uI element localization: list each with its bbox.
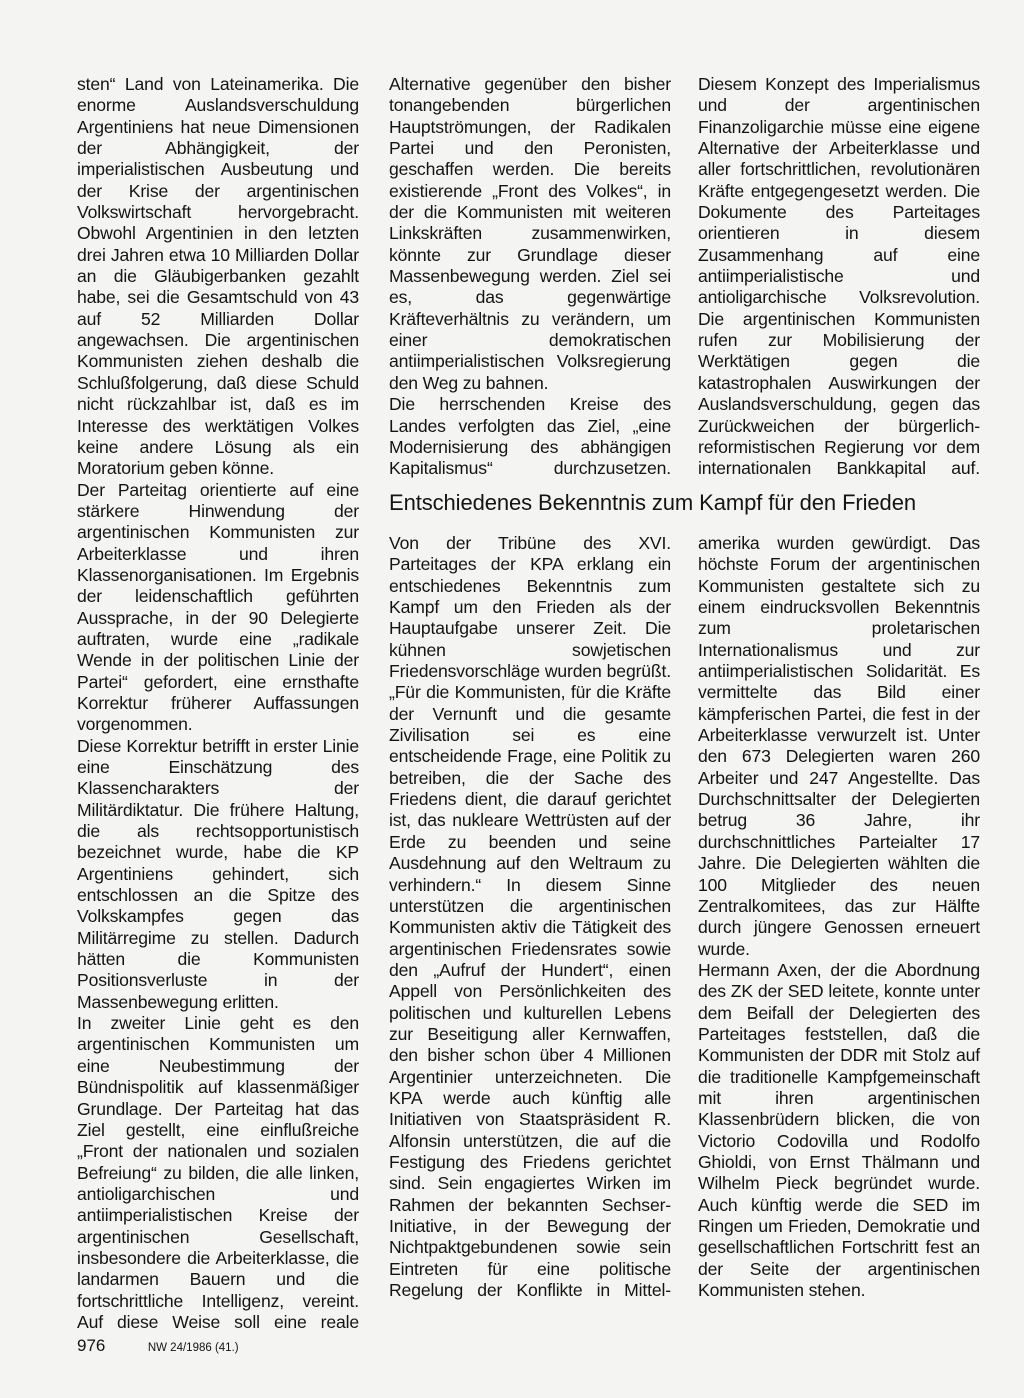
article-column-1 xyxy=(77,74,359,1333)
page-footer xyxy=(77,1336,239,1358)
section-heading: Entschiedenes Bekenntnis zum Kampf für den Frieden xyxy=(389,490,916,515)
page-number: 976 xyxy=(77,1336,106,1355)
article-column-3 xyxy=(698,74,980,480)
paragraph: amerika wurden gewürdigt. Das höchste Forum der argentinischen Kommunisten gestaltete sich zu einem eindrucksvollen Bekenntnis zum proletarischen Internationalismus und zur antiimperialistischen Solidarität. Es vermittelte das Bild einer kämpferischen Partei, die fest in der Arbeiterklasse verwurzelt ist. Unter den 673 Delegierten waren 260 Arbeiter und 247 Angestellte. Das Durchschnittsalter der Delegierten betrug 36 Jahre, ihr durchschnittliches Parteialter 17 Jahre. Die Delegierten wählten die 100 Mitglieder des neuen Zentralkomitees, das zur Hälfte durch jüngere Genossen erneuert wurde. xyxy=(698,533,980,959)
paragraph: Hermann Axen, der die Abordnung des ZK der SED leitete, konnte unter dem Beifall der Delegierten des Parteitages feststellen, daß die Kommunisten der DDR mit Stolz auf die traditionelle Kampfgemeinschaft mit ihren argentinischen Klassenbrüdern blicken, die von Victorio Codovilla und Rodolfo Ghioldi, von Ernst Thälmann und Wilhelm Pieck begründet wurde. Auch künftig werde die SED im Ringen um Frieden, Demokratie und gesellschaftlichen Fortschritt fest an der Seite der argentinischen Kommunisten stehen. xyxy=(698,959,980,1301)
paragraph: Diese Korrektur betrifft in erster Linie eine Einschätzung des Klassencharakters der Militärdiktatur. Die frühere Haltung, die als rechtsopportunistisch bezeichnet wurde, habe die KP Argentiniens gehindert, sich entschlossen an die Spitze des Volkskampfes gegen das Militärregime zu stellen. Dadurch hätten die Kommunisten Positionsverluste in der Massenbewegung erlitten. xyxy=(77,735,359,1012)
article-column-2 xyxy=(389,74,671,480)
issue-reference: NW 24/1986 (41.) xyxy=(147,1342,239,1354)
article-column-4 xyxy=(389,533,671,1301)
article-column-5 xyxy=(698,533,980,1301)
paragraph: Diesem Konzept des Imperialismus und der argentinischen Finanzoligarchie müsse eine eigene Alternative der Arbeiterklasse und aller fortschrittlichen, revolutionären Kräfte entgegengesetzt werden. Die Dokumente des Parteitages orientieren in diesem Zusammenhang auf eine antiimperialistische und antioligarchische Volksrevolution. Die argentinischen Kommunisten rufen zur Mobilisierung der Werktätigen gegen die katastrophalen Auswirkungen der Auslandsverschuldung, gegen das Zurückweichen der bürgerlich-reformistischen Regierung vor dem internationalen Bankkapital auf. xyxy=(698,74,980,479)
paragraph: Die herrschenden Kreise des Landes verfolgten das Ziel, „eine Modernisierung des abhängigen Kapitalismus“ durchzusetzen. xyxy=(389,394,671,479)
paragraph: sten“ Land von Lateinamerika. Die enorme Auslandsverschuldung Argentiniens hat neue Dimensionen der Abhängigkeit, der imperialistischen Ausbeutung und der Krise der argentinischen Volkswirtschaft hervorgebracht. Obwohl Argentinien in den letzten drei Jahren etwa 10 Milliarden Dollar an die Gläubigerbanken gezahlt habe, sei die Gesamtschuld von 43 auf 52 Milliarden Dollar angewachsen. Die argentinischen Kommunisten ziehen deshalb die Schlußfolgerung, daß diese Schuld nicht rückzahlbar ist, daß es im Interesse des werktätigen Volkes keine andere Lösung als ein Moratorium geben könne. xyxy=(77,74,359,479)
paragraph: Alternative gegenüber den bisher tonangebenden bürgerlichen Hauptströmungen, der Radikalen Partei und den Peronisten, geschaffen werden. Die bereits existierende „Front des Volkes“, in der die Kommunisten mit weiteren Linkskräften zusammenwirken, könnte zur Grundlage dieser Massenbewegung werden. Ziel sei es, das gegenwärtige Kräfteverhältnis zu verändern, um einer demokratischen antiimperialistischen Volksregierung den Weg zu bahnen. xyxy=(389,74,671,393)
paragraph: Der Parteitag orientierte auf eine stärkere Hinwendung der argentinischen Kommunisten zur Arbeiterklasse und ihren Klassenorganisationen. Im Ergebnis der leidenschaftlich geführten Aussprache, in der 90 Delegierte auftraten, wurde eine „radikale Wende in der politischen Linie der Partei“ gefordert, eine ernsthafte Korrektur früherer Auffassungen vorgenommen. xyxy=(77,479,359,735)
paragraph: In zweiter Linie geht es den argentinischen Kommunisten um eine Neubestimmung der Bündnispolitik auf klassenmäßiger Grundlage. Der Parteitag hat das Ziel gestellt, eine einflußreiche „Front der nationalen und sozialen Befreiung“ zu bilden, die alle linken, antioligarchischen und antiimperialistischen Kreise der argentinischen Gesellschaft, insbesondere die Arbeiterklasse, die landarmen Bauern und die fortschrittliche Intelligenz, vereint. Auf diese Weise soll eine reale xyxy=(77,1013,359,1332)
paragraph: Von der Tribüne des XVI. Parteitages der KPA erklang ein entschiedenes Bekenntnis zum Kampf um den Frieden als der Hauptaufgabe unserer Zeit. Die kühnen sowjetischen Friedensvorschläge wurden begrüßt. „Für die Kommunisten, für die Kräfte der Vernunft und die gesamte Zivilisation sei es eine entscheidende Frage, eine Politik zu betreiben, die der Sache des Friedens dient, die darauf gerichtet ist, das nukleare Wettrüsten auf der Erde zu beenden und seine Ausdehnung auf den Weltraum zu verhindern.“ In diesem Sinne unterstützen die argentinischen Kommunisten aktiv die Tätigkeit des argentinischen Friedensrates sowie den „Aufruf der Hundert“, einen Appell von Persönlichkeiten des politischen und kulturellen Lebens zur Beseitigung aller Kernwaffen, den bisher schon über 4 Millionen Argentinier unterzeichneten. Die KPA werde auch künftig alle Initiativen von Staatspräsident R. Alfonsin unterstützen, die auf die Festigung des Friedens gerichtet sind. Sein engagiertes Wirken im Rahmen der bekannten Sechser-Initiative, in der Bewegung der Nichtpaktgebundenen sowie sein Eintreten für eine politische Regelung der Konflikte in Mittel- xyxy=(389,533,671,1301)
